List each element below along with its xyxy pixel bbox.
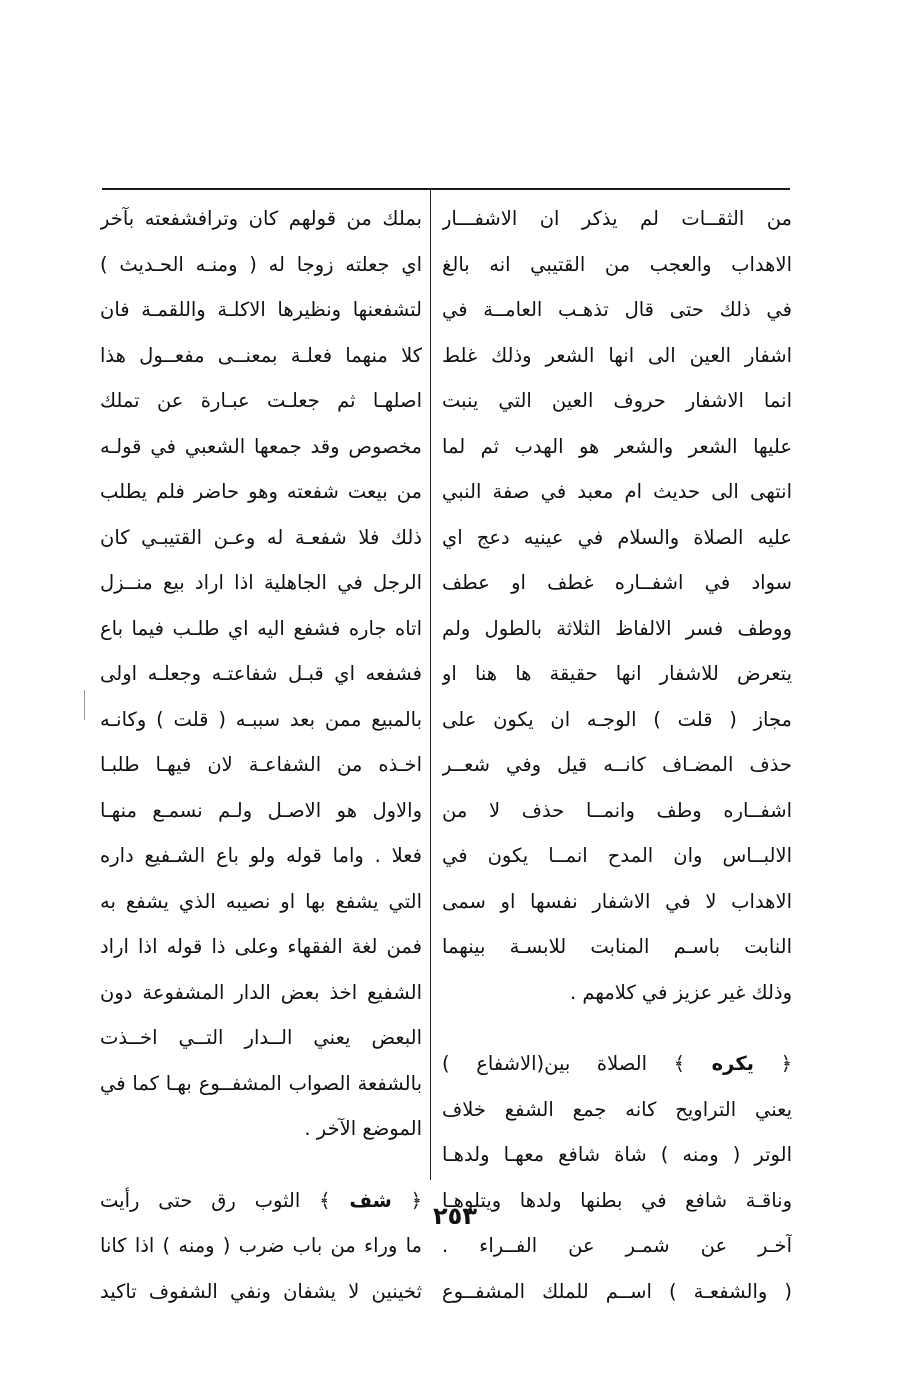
text-line: آخـر عن شمـر عن الفــراء .: [442, 1234, 792, 1257]
entry-heading-line: [442, 1041, 792, 1087]
text-line: عليها الشعر والشعر هو الهدب ثم لما: [442, 434, 792, 458]
text-line: ذلك فلا شفعـة له وعـن القتيبـي كان: [100, 525, 422, 549]
text-line: الموضع الآخر .: [304, 1117, 422, 1140]
top-rule: [102, 188, 790, 190]
text-line: الوتر ( ومنه ) شاة شافع معهـا ولدهـا: [442, 1143, 792, 1166]
text-line: حذف المضـاف كانــه قيل وفي شعــر: [442, 753, 792, 776]
text-line: لتشفعنها ونظيرها الاكلـة واللقمـة فان: [100, 298, 422, 321]
text-line: اخـذه من الشفاعـة لان فيهـا طلبـا: [100, 753, 422, 776]
text-line: يعني التراويح كانه جمع الشفع خلاف: [442, 1097, 792, 1121]
text-line: اشفــاره وطف وانمــا حذف لا من: [442, 798, 792, 822]
paragraph-gap: [100, 1152, 422, 1178]
text-line: الشفيع اخذ بعض الدار المشفوعة دون: [100, 980, 422, 1004]
text-line: بالشفعة الصواب المشفــوع بهـا كما في: [100, 1071, 422, 1095]
bracket-close: ﴾: [673, 1052, 686, 1075]
text-line: اتاه جاره فشفع اليه اي طلـب فيما باع: [100, 616, 422, 640]
text-line: الاهداب والعجب من القتيبي انه بالغ: [442, 252, 792, 276]
text-line: التي يشفع بها او نصيبه الذي يشفع به: [100, 889, 422, 913]
headword: يكره: [711, 1052, 754, 1075]
text-line: يتعرض للاشفار انها حقيقة ها هنا او: [442, 662, 792, 685]
text-line: ووطف فسر الالفاظ الثلاثة بالطول ولم: [442, 616, 792, 640]
text-line: اي جعلته زوجا له ( ومنـه الحـديث ): [100, 252, 422, 276]
text-line: بملك من قولهم كان وترافشفعته بآخر: [100, 207, 422, 230]
bracket-close: ﴾: [319, 1188, 331, 1212]
text-line: ثخينين لا يشفان ونفي الشفوف تاكيد: [100, 1279, 422, 1303]
text-line: من بيعت شفعته وهو حاضر فلم يطلب: [100, 480, 422, 503]
text-line: انما الاشفار حروف العين التي ينبت: [442, 389, 792, 412]
text-line: فعلا . واما قوله ولو باع الشـفيع داره: [100, 844, 422, 867]
text-line: سواد في اشفــاره غطف او عطف: [442, 571, 792, 594]
paragraph-gap: [442, 1015, 792, 1041]
text-line: الرجل في الجاهلية اذا اراد بيع منــزل: [100, 571, 422, 594]
text-line: من الثقــات لم يذكر ان الاشفـــار: [442, 207, 792, 230]
right-column: [442, 196, 792, 1314]
text-line: بالمبيع ممن بعد سببـه ( قلت ) وكانـه: [100, 707, 422, 731]
text-line: فشفعه اي قبـل شفاعتـه وجعلـه اولى: [100, 662, 422, 685]
column-divider: [430, 190, 431, 1180]
text-line: مخصوص وقد جمعها الشعبي في قولـه: [100, 434, 422, 458]
text-line: مجاز ( قلت ) الوجـه ان يكون على: [442, 707, 792, 731]
bracket-open: ﴿: [410, 1188, 422, 1212]
text-line: وذلك غير عزيز في كلامهم .: [570, 980, 792, 1004]
text-line: وناقـة شافع في بطنها ولدها ويتلوهـا: [442, 1188, 792, 1212]
bracket-open: ﴿: [780, 1052, 792, 1075]
text-line: البعض يعني الــدار التــي اخــذت: [100, 1026, 422, 1049]
text-line: انتهى الى حديث ام معبد في صفة النبي: [442, 480, 792, 503]
heading-rest: الثوب رق حتى رأيت: [100, 1188, 301, 1212]
margin-mark: [84, 690, 85, 720]
text-line: كلا منهما فعلـة بمعنــى مفعــول هذا: [100, 343, 422, 367]
headword: شف: [349, 1188, 392, 1212]
page-number: ٢٥٣: [433, 1202, 477, 1230]
text-line: النابت باسـم المنابت للابسـة بينهما: [442, 935, 792, 958]
text-line: ( والشفعـة ) اســم للملك المشفــوع: [442, 1279, 792, 1303]
text-line: الاهداب لا في الاشفار نفسها او سمى: [442, 889, 792, 913]
text-line: فمن لغة الفقهاء وعلى ذا قوله اذا اراد: [100, 935, 422, 958]
text-line: في ذلك حتى قال تذهـب العامــة في: [442, 298, 792, 321]
text-line: والاول هو الاصـل ولـم نسمـع منهـا: [100, 798, 422, 822]
text-line: الالبــاس وان المدح انمــا يكون في: [442, 844, 792, 867]
text-line: اصلهـا ثم جعلـت عبـارة عن تملك: [100, 389, 422, 412]
text-line: اشفار العين الى انها الشعر وذلك غلط: [442, 343, 792, 367]
text-line: عليه الصلاة والسلام في عينيه دعج اي: [442, 525, 792, 549]
text-line: ما وراء من باب ضرب ( ومنه ) اذا كانا: [100, 1234, 422, 1257]
heading-rest: الصلاة بين(الاشفاع ): [442, 1052, 648, 1075]
left-column: [100, 196, 422, 1314]
